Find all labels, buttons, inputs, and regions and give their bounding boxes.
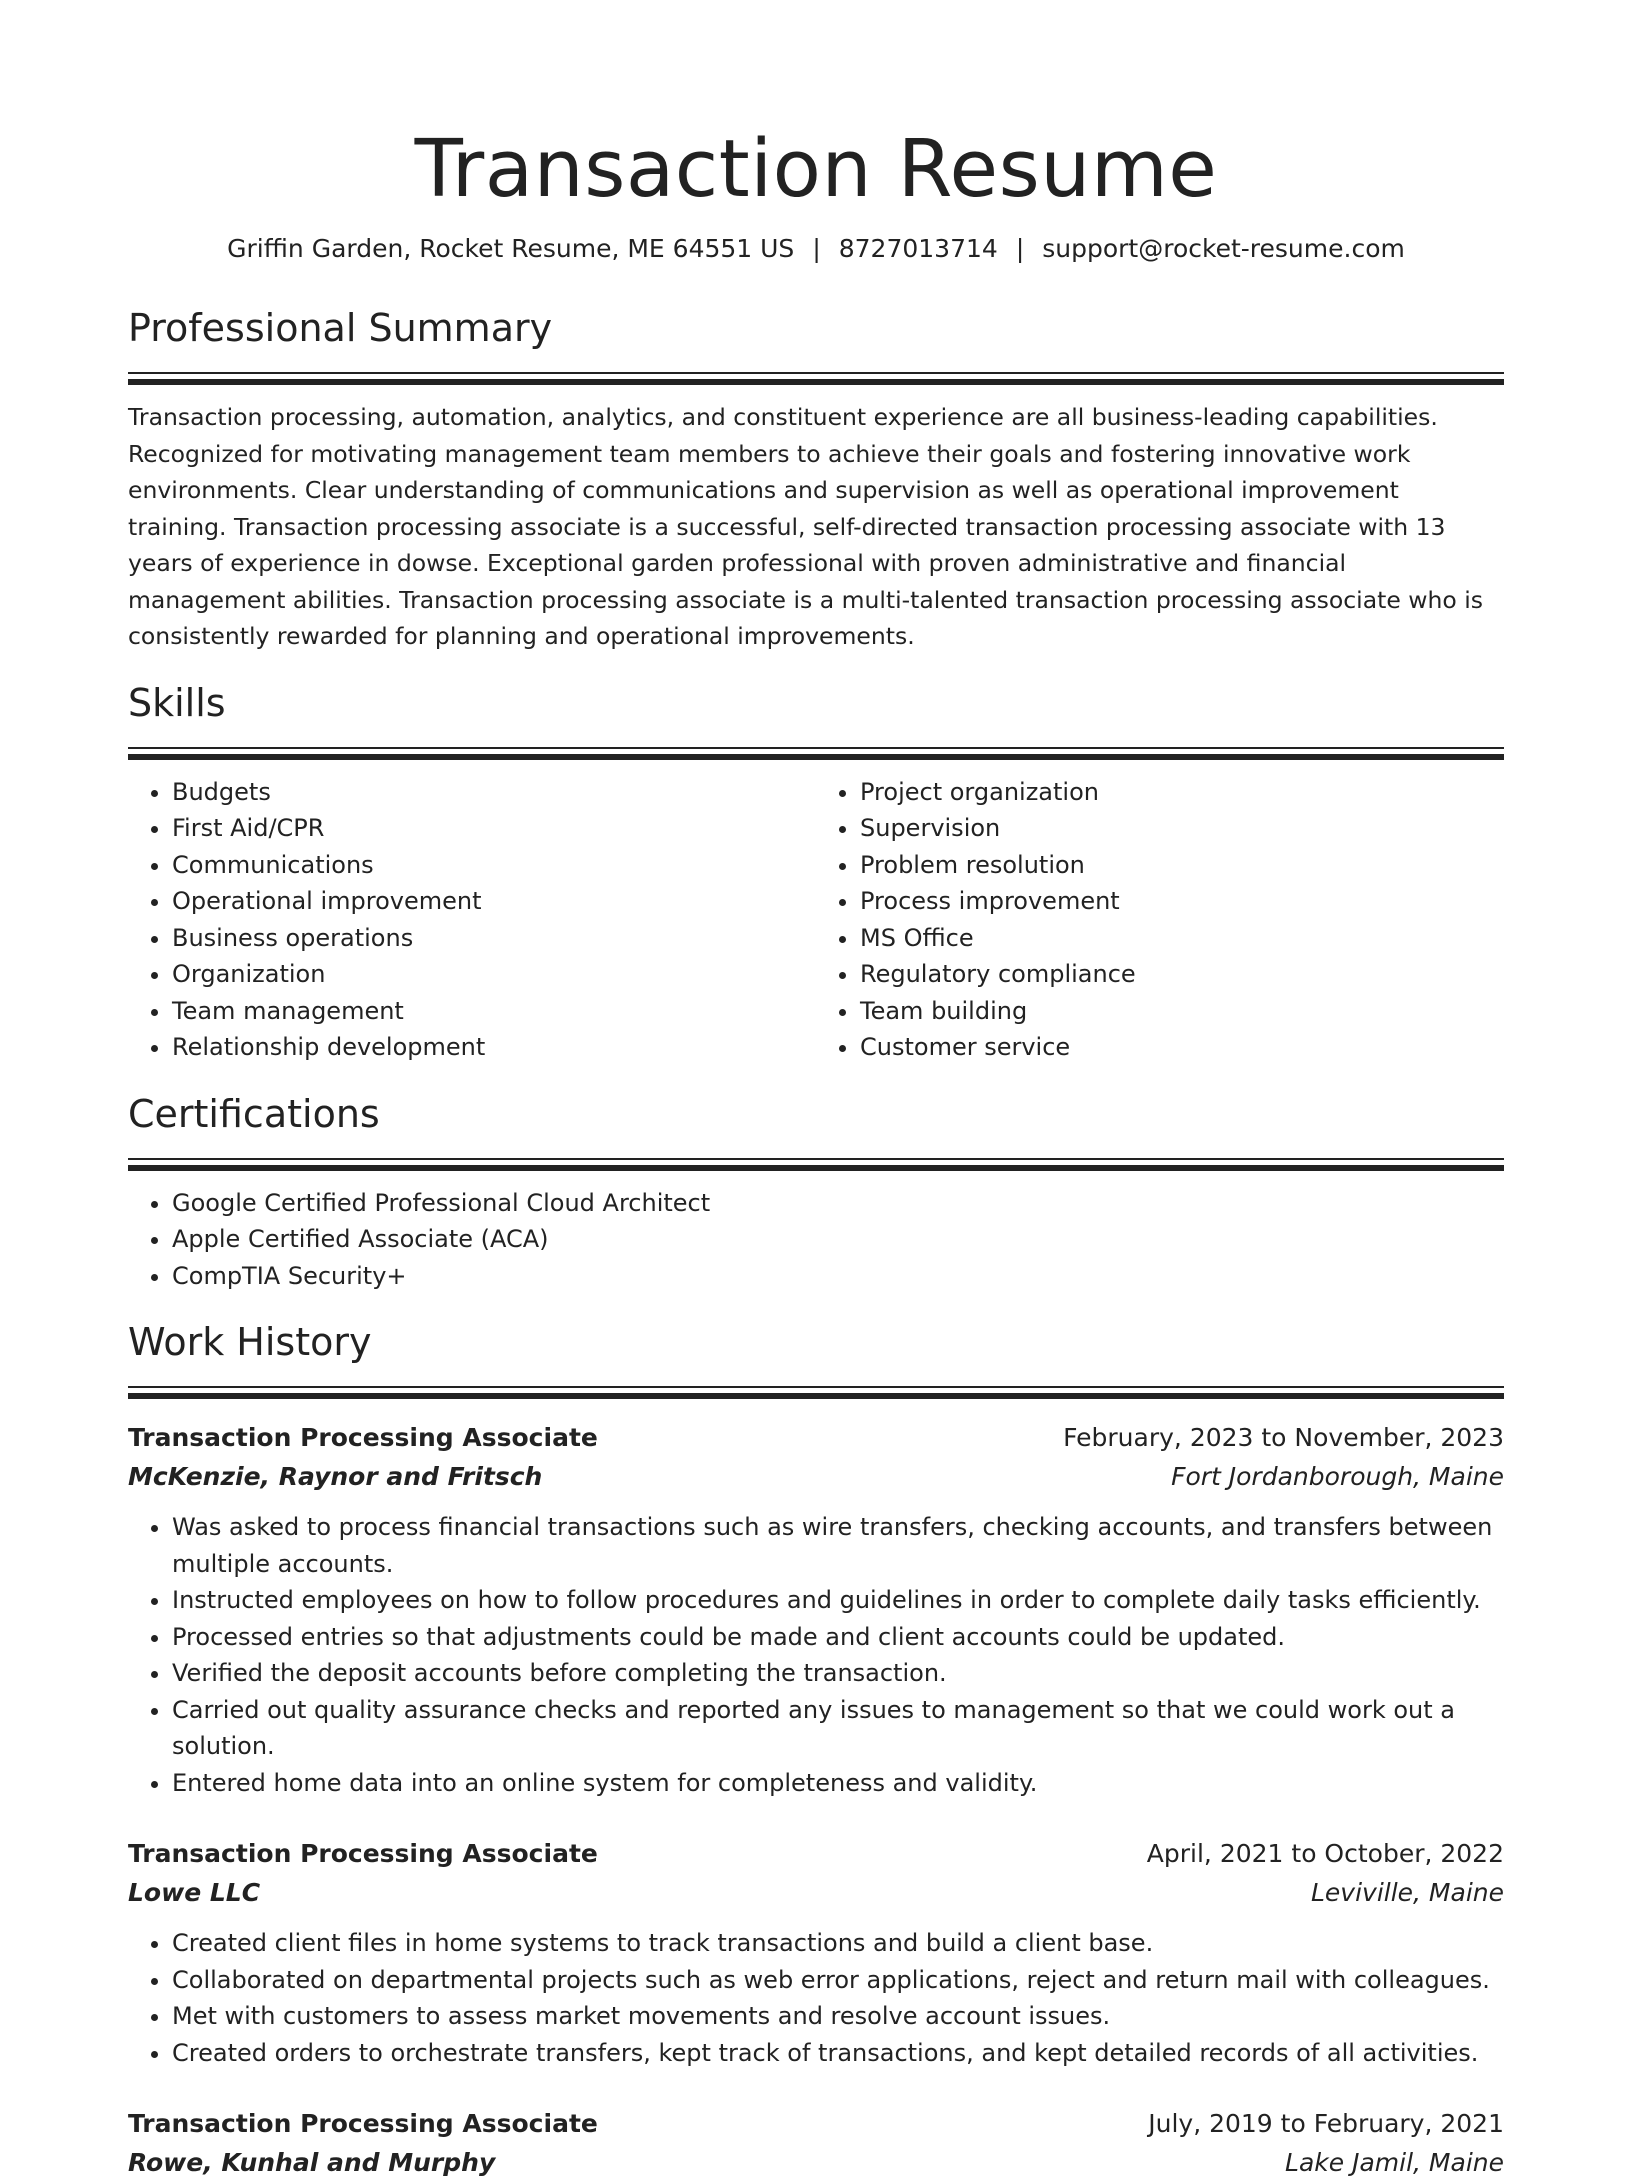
job-company-row: [128, 1873, 1504, 1913]
contact-email: support@rocket-resume.com: [1042, 234, 1405, 263]
skill-item: • Relationship development: [172, 1029, 816, 1066]
summary-section: [128, 302, 1504, 655]
job-company-row: [128, 1457, 1504, 1497]
skill-item: • First Aid/CPR: [172, 810, 816, 847]
section-divider: [128, 1386, 1504, 1388]
job-entry: [128, 2105, 1504, 2183]
work-history-heading: Work History: [128, 1320, 372, 1364]
certifications-section: [128, 1088, 1504, 1295]
certification-item: • Apple Certified Associate (ACA): [172, 1221, 1504, 1258]
section-divider: [128, 1158, 1504, 1160]
job-duty-item: • Carried out quality assurance checks and reported any issues to management so that we could work out a solution.: [172, 1692, 1504, 1765]
certification-item: • Google Certified Professional Cloud Architect: [172, 1185, 1504, 1222]
skill-item: • Business operations: [172, 920, 816, 957]
section-divider: [128, 747, 1504, 749]
job-duty-item: • Met with customers to assess market movements and resolve account issues.: [172, 1998, 1504, 2035]
skill-item: • Supervision: [860, 810, 1504, 847]
job-title: Transaction Processing Associate: [128, 1423, 598, 1452]
work-history-section: [128, 1316, 1504, 2183]
resume-page: [128, 0, 1504, 2183]
job-header-row: [128, 2105, 1504, 2143]
summary-heading: Professional Summary: [128, 306, 553, 350]
skill-item: • Communications: [172, 847, 816, 884]
job-entry: [128, 1835, 1504, 2071]
certification-item: • CompTIA Security+: [172, 1258, 1504, 1295]
skill-item: • Project organization: [860, 774, 1504, 811]
section-divider: [128, 1165, 1504, 1171]
skill-item: • Operational improvement: [172, 883, 816, 920]
certifications-list: [128, 1185, 1504, 1295]
job-company: Lowe LLC: [128, 1878, 261, 1907]
skill-item: • Regulatory compliance: [860, 956, 1504, 993]
job-duty-item: • Verified the deposit accounts before completing the transaction.: [172, 1655, 1504, 1692]
section-divider: [128, 379, 1504, 385]
skills-list-right: [816, 774, 1504, 1066]
certifications-heading: Certifications: [128, 1091, 380, 1136]
job-header-row: [128, 1419, 1504, 1457]
job-title: Transaction Processing Associate: [128, 1839, 598, 1868]
job-company-row: [128, 2143, 1504, 2183]
job-duty-item: • Processed entries so that adjustments could be made and client accounts could be updated.: [172, 1619, 1504, 1656]
skill-item: • Budgets: [172, 774, 816, 811]
job-duty-item: • Created client files in home systems to track transactions and build a client base.: [172, 1925, 1504, 1962]
job-duty-item: • Instructed employees on how to follow procedures and guidelines in order to complete daily tasks efficiently.: [172, 1582, 1504, 1619]
contact-separator: |: [812, 234, 821, 263]
job-duty-item: • Was asked to process financial transactions such as wire transfers, checking accounts, and transfers between multiple accounts.: [172, 1509, 1504, 1582]
skill-item: • Team building: [860, 993, 1504, 1030]
job-title: Transaction Processing Associate: [128, 2109, 598, 2138]
section-divider: [128, 372, 1504, 374]
job-dates: July, 2019 to February, 2021: [1148, 2109, 1504, 2138]
contact-phone: 8727013714: [838, 234, 998, 263]
section-divider: [128, 1393, 1504, 1399]
skills-list-left: [128, 774, 816, 1066]
job-location: Leviville, Maine: [1310, 1878, 1504, 1907]
skills-heading: Skills: [128, 680, 226, 725]
job-duties-list: [128, 1509, 1504, 1801]
contact-line: [128, 232, 1504, 266]
skill-item: • Organization: [172, 956, 816, 993]
skill-item: • Team management: [172, 993, 816, 1030]
skill-item: • MS Office: [860, 920, 1504, 957]
skill-item: • Process improvement: [860, 883, 1504, 920]
job-company: Rowe, Kunhal and Murphy: [128, 2148, 496, 2177]
job-dates: April, 2021 to October, 2022: [1146, 1839, 1504, 1868]
resume-title: Transaction Resume: [414, 123, 1218, 215]
contact-separator: |: [1015, 234, 1025, 263]
section-divider: [128, 754, 1504, 760]
skills-grid: [128, 774, 1504, 1066]
job-company: McKenzie, Raynor and Fritsch: [128, 1462, 543, 1491]
skills-section: [128, 677, 1504, 1066]
skill-item: • Customer service: [860, 1029, 1504, 1066]
job-location: Fort Jordanborough, Maine: [1171, 1462, 1504, 1491]
job-duty-item: • Created orders to orchestrate transfers, kept track of transactions, and kept detailed records of all activities.: [172, 2035, 1504, 2072]
job-duty-item: • Collaborated on departmental projects such as web error applications, reject and return mail with colleagues.: [172, 1962, 1504, 1999]
job-entry: [128, 1419, 1504, 1801]
summary-text: Transaction processing, automation, analytics, and constituent experience are all business-leading capabilities. Recognized for motivating management team members to achieve their goals and fostering innovative work environments. Clear understanding of communications and supervision as well as operational improvement training. Transaction processing associate is a successful, self-directed transaction processing associate with 13 years of experience in dowse. Exceptional garden professional with proven administrative and financial management abilities. Transaction processing associate is a multi-talented transaction processing associate who is consistently rewarded for planning and operational improvements.: [128, 403, 1483, 650]
job-duty-item: • Entered home data into an online system for completeness and validity.: [172, 1765, 1504, 1802]
job-duties-list: [128, 1925, 1504, 2071]
job-location: Lake Jamil, Maine: [1285, 2148, 1504, 2177]
job-header-row: [128, 1835, 1504, 1873]
contact-address: Griffin Garden, Rocket Resume, ME 64551 US: [227, 234, 795, 263]
skill-item: • Problem resolution: [860, 847, 1504, 884]
job-dates: February, 2023 to November, 2023: [1063, 1423, 1504, 1452]
